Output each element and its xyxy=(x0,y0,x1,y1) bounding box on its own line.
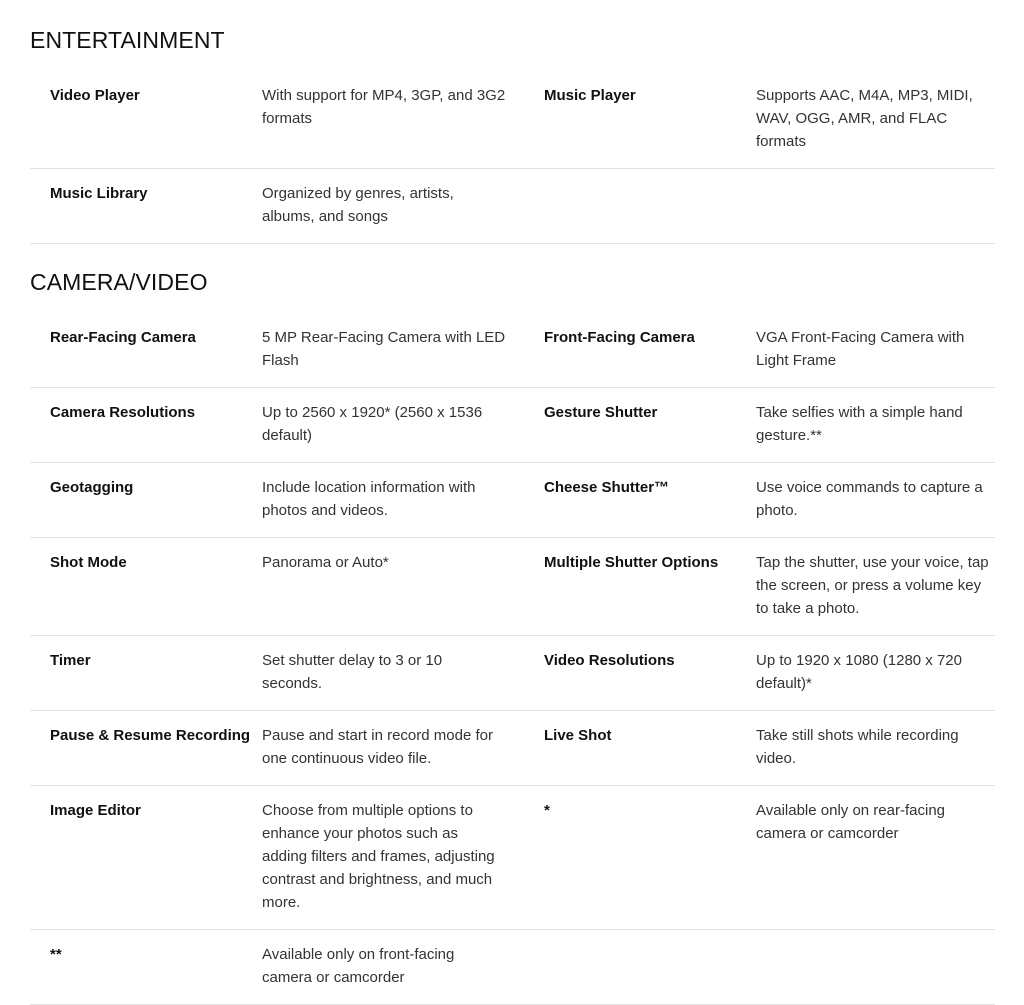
spec-value: Take selfies with a simple hand gesture.** xyxy=(756,404,963,444)
spec-value: Available only on rear-facing camera or camcorder xyxy=(756,802,946,842)
spec-label: Shot Mode xyxy=(50,554,127,571)
spec-value: Up to 2560 x 1920* (2560 x 1536 default) xyxy=(262,404,483,444)
spec-value: Choose from multiple options to enhance your photos such as adding filters and frames, adjusting contrast and brightness, and much more. xyxy=(262,802,495,911)
spec-value: VGA Front-Facing Camera with Light Frame xyxy=(756,329,965,369)
spec-label xyxy=(512,182,756,228)
spec-label: Front-Facing Camera xyxy=(544,329,695,346)
spec-value: Up to 1920 x 1080 (1280 x 720 default)* xyxy=(756,652,962,692)
spec-value xyxy=(756,943,995,989)
section-title: CAMERA/VIDEO xyxy=(30,269,208,295)
spec-table xyxy=(30,82,995,244)
spec-row xyxy=(30,388,995,463)
spec-row xyxy=(30,711,995,786)
spec-value: Set shutter delay to 3 or 10 seconds. xyxy=(262,652,443,692)
spec-value: Pause and start in record mode for one continuous video file. xyxy=(262,727,493,767)
spec-value: Take still shots while recording video. xyxy=(756,727,959,767)
spec-value: 5 MP Rear-Facing Camera with LED Flash xyxy=(262,329,506,369)
spec-label: Gesture Shutter xyxy=(544,404,658,421)
spec-label xyxy=(512,943,756,989)
spec-row xyxy=(30,636,995,711)
spec-label: ** xyxy=(50,946,62,963)
spec-value: Tap the shutter, use your voice, tap the screen, or press a volume key to take a photo. xyxy=(756,554,989,617)
spec-table xyxy=(30,324,995,1005)
spec-value xyxy=(756,182,995,228)
spec-row xyxy=(30,463,995,538)
spec-label: * xyxy=(544,802,550,819)
spec-value: Include location information with photos and videos. xyxy=(262,479,476,519)
spec-label: Live Shot xyxy=(544,727,612,744)
spec-label: Pause & Resume Recording xyxy=(50,727,251,744)
spec-value: Organized by genres, artists, albums, and songs xyxy=(262,185,454,225)
spec-value: Use voice commands to capture a photo. xyxy=(756,479,983,519)
spec-value: Panorama or Auto* xyxy=(262,554,389,571)
spec-label: Video Resolutions xyxy=(544,652,675,669)
spec-row xyxy=(30,930,995,1005)
spec-label: Video Player xyxy=(50,87,140,104)
spec-label: Camera Resolutions xyxy=(50,404,196,421)
spec-value: Available only on front-facing camera or camcorder xyxy=(262,946,455,986)
spec-label: Music Library xyxy=(50,185,148,202)
spec-row xyxy=(30,538,995,636)
spec-label: Multiple Shutter Options xyxy=(544,554,719,571)
spec-label: Rear-Facing Camera xyxy=(50,329,196,346)
spec-label: Cheese Shutter™ xyxy=(544,479,670,496)
entertainment-section xyxy=(30,26,995,244)
spec-row xyxy=(30,324,995,388)
spec-value: With support for MP4, 3GP, and 3G2 formats xyxy=(262,87,506,127)
spec-label: Geotagging xyxy=(50,479,134,496)
spec-label: Music Player xyxy=(544,87,636,104)
camera-video-section xyxy=(30,268,995,1005)
spec-row xyxy=(30,169,995,244)
spec-value: Supports AAC, M4A, MP3, MIDI, WAV, OGG, AMR, and FLAC formats xyxy=(756,87,973,150)
spec-label: Timer xyxy=(50,652,91,669)
spec-label: Image Editor xyxy=(50,802,141,819)
spec-row xyxy=(30,82,995,169)
spec-row xyxy=(30,786,995,930)
section-title: ENTERTAINMENT xyxy=(30,27,225,53)
